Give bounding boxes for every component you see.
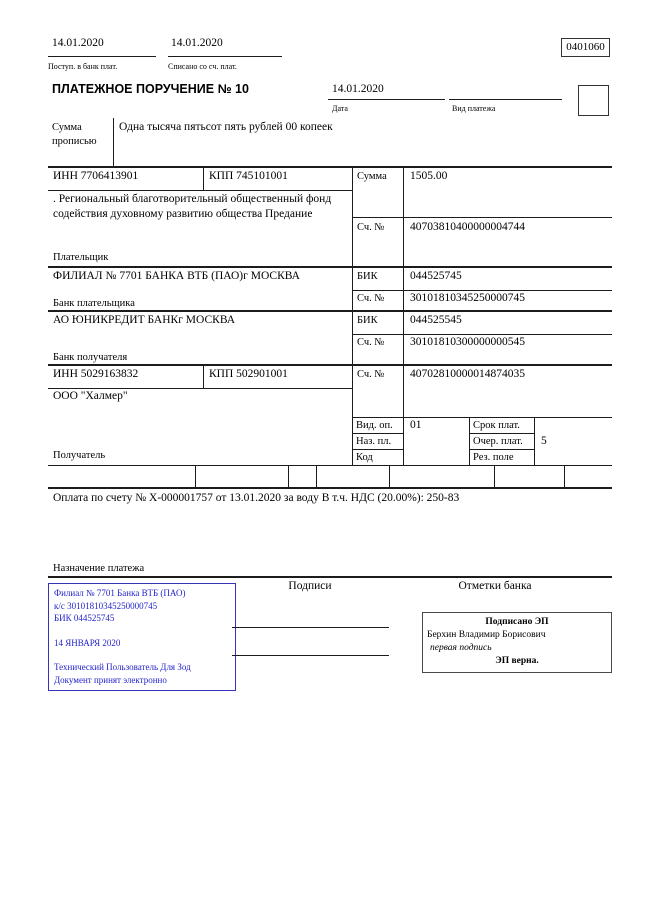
beneficiary-bank-label: Банк получателя [53, 352, 128, 363]
beneficiary-bank-bik: 044525545 [410, 314, 462, 326]
ocher-plat-label: Очер. плат. [473, 436, 523, 447]
ep-signature-kind: первая подпись [430, 643, 492, 653]
vid-op-value: 01 [410, 419, 422, 431]
rule [352, 433, 404, 434]
bank-stamp [48, 583, 236, 691]
rule [389, 465, 390, 487]
account-label: Сч. № [357, 337, 385, 348]
payer-account: 40703810400000004744 [410, 221, 525, 233]
rule [352, 217, 612, 218]
rule [48, 310, 612, 312]
amount-words-label: прописью [52, 136, 97, 147]
rule [48, 56, 156, 57]
bank-stamp-line: к/с 30101810345250000745 [54, 600, 158, 611]
rule [203, 166, 204, 190]
bank-stamp-line: БИК 044525745 [54, 613, 115, 623]
ep-title: Подписано ЭП [485, 617, 549, 627]
beneficiary-bank-corr-account: 30101810300000000545 [410, 336, 525, 348]
bank-stamp-line: Филиал № 7701 Банка ВТБ (ПАО) [54, 588, 186, 598]
rule [168, 56, 282, 57]
rule [403, 166, 404, 465]
rule [352, 334, 612, 335]
receiver-account: 40702810000014874035 [410, 368, 525, 380]
sum-label: Сумма [357, 171, 387, 182]
account-label: Сч. № [357, 222, 385, 233]
form-code-box: 0401060 [561, 38, 610, 57]
rule [195, 465, 196, 487]
rule [469, 449, 534, 450]
signature-line-first [232, 627, 389, 628]
bik-label: БИК [357, 271, 378, 282]
rule [328, 99, 445, 100]
rule [469, 433, 534, 434]
document-title: ПЛАТЕЖНОЕ ПОРУЧЕНИЕ № 10 [52, 82, 249, 96]
signatures-header: Подписи [288, 580, 332, 592]
ep-signer-name: Берхин Владимир Борисович [427, 630, 546, 640]
debited-date-label: Списано со сч. плат. [168, 62, 237, 71]
rule [48, 487, 612, 489]
payer-name: . Региональный благотворительный общественный фонд содействия духовному развитию общества Предание [53, 193, 332, 220]
rule [48, 576, 612, 578]
rule [48, 190, 352, 191]
rule [352, 166, 353, 465]
rez-pole-label: Рез. поле [473, 452, 514, 463]
payment-purpose-text: Оплата по счету № Х-000001757 от 13.01.2020 за воду В т.ч. НДС (20.00%): 250-83 [53, 492, 460, 504]
ocher-plat-value: 5 [541, 435, 547, 447]
payer-bank-bik: 044525745 [410, 270, 462, 282]
naz-pl-label: Наз. пл. [356, 436, 392, 447]
amount-value: 1505.00 [410, 170, 448, 182]
rule [316, 465, 317, 487]
amount-words-label: Сумма [52, 122, 82, 133]
account-label: Сч. № [357, 293, 385, 304]
bank-marks-header: Отметки банка [458, 580, 532, 592]
receiver-name: ООО "Халмер" [53, 390, 128, 402]
receiver-inn: ИНН 5029163832 [53, 368, 139, 380]
debited-date: 14.01.2020 [171, 37, 223, 49]
payment-kind-label: Вид платежа [452, 104, 496, 113]
rule [352, 449, 404, 450]
payer-inn: ИНН 7706413901 [53, 170, 139, 182]
rule [48, 364, 612, 366]
payment-purpose-label: Назначение платежа [53, 563, 145, 574]
receiver-label: Получатель [53, 450, 106, 461]
rule [352, 290, 612, 291]
received-date: 14.01.2020 [52, 37, 104, 49]
payer-bank-name: ФИЛИАЛ № 7701 БАНКА ВТБ (ПАО)г МОСКВА [53, 270, 300, 282]
receiver-kpp: КПП 502901001 [209, 368, 288, 380]
rule [48, 465, 612, 466]
date-label: Дата [332, 104, 348, 113]
beneficiary-bank-name: АО ЮНИКРЕДИТ БАНКг МОСКВА [53, 314, 236, 326]
rule [48, 388, 352, 389]
payer-label: Плательщик [53, 252, 109, 263]
srok-plat-label: Срок плат. [473, 420, 520, 431]
bik-label: БИК [357, 315, 378, 326]
rule [534, 417, 535, 465]
payer-bank-label: Банк плательщика [53, 298, 135, 309]
bank-stamp-date: 14 ЯНВАРЯ 2020 [54, 637, 121, 648]
document-date: 14.01.2020 [332, 83, 384, 95]
signature-line-second [232, 655, 389, 656]
rule [449, 99, 562, 100]
kod-label: Код [356, 452, 373, 463]
bank-stamp-line: Технический Пользователь Для Зод [54, 662, 191, 672]
received-date-label: Поступ. в банк плат. [48, 62, 118, 71]
account-label: Сч. № [357, 369, 385, 380]
rule [48, 166, 612, 168]
rule [494, 465, 495, 487]
rule [352, 417, 612, 418]
rule [113, 118, 114, 166]
payment-kind-box [578, 85, 609, 116]
payer-bank-corr-account: 30101810345250000745 [410, 292, 525, 304]
ep-verified: ЭП верна. [495, 656, 539, 666]
rule [288, 465, 289, 487]
vid-op-label: Вид. оп. [356, 420, 393, 431]
rule [48, 266, 612, 268]
payer-kpp: КПП 745101001 [209, 170, 288, 182]
bank-stamp-line: Документ принят электронно [54, 674, 167, 685]
rule [564, 465, 565, 487]
electronic-signature-box [422, 612, 612, 673]
amount-in-words: Одна тысяча пятьсот пять рублей 00 копеек [119, 121, 333, 133]
rule [469, 417, 470, 465]
rule [203, 366, 204, 388]
